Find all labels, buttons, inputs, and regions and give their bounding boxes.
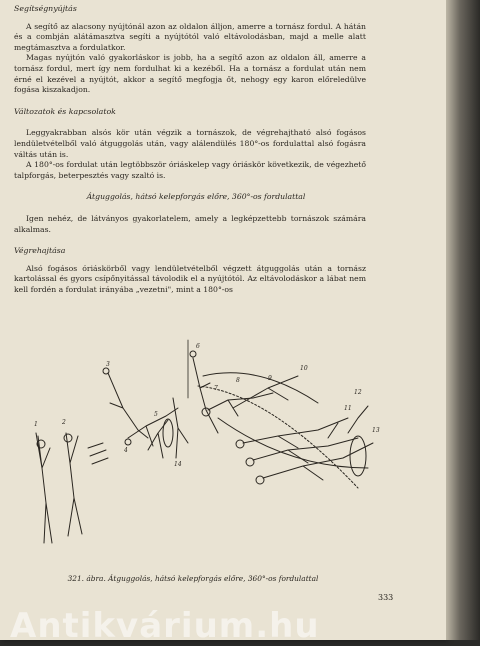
paragraph: Alsó fogásos óriáskörből vagy lendületvételből végzett átguggolás után a tornász kartolással és gyors csípőnyitással távolodik el a nyújtótól. Az eltávolodáskor a lábat nem kell fordén a fordulat irányába „vezetni", mint a 180°-os	[14, 263, 366, 294]
figure-label: 3	[106, 361, 110, 368]
figure-label: 6	[196, 343, 200, 350]
paragraph: A 180°-os fordulat után legtöbbször óriáskelep vagy óriáskör következik, de végezhető talpforgás, beterpesztés vagy szaltó is.	[14, 160, 366, 180]
section-heading-valtozatok: Változatok és kapcsolatok	[14, 106, 116, 116]
figure-label: 13	[372, 427, 380, 434]
book-spine	[446, 0, 480, 640]
figure-label: 10	[300, 365, 308, 372]
paragraph: Leggyakrabban alsós kör után végzik a tornászok, de végrehajtható alsó fogásos lendületvételből való átguggolás után, vagy alálendülés 180°-os fordulattal alsó fogásra váltás után is.	[14, 128, 366, 159]
page-number: 333	[378, 593, 394, 602]
page-text	[14, 4, 366, 295]
figure-label: 2	[62, 419, 66, 426]
figure-caption: 321. ábra. Átguggolás, hátsó kelepforgás előre, 360°-os fordulattal	[67, 574, 319, 583]
figure-label: 14	[174, 461, 182, 468]
gymnast-sequence-illustration	[28, 338, 388, 568]
paragraph: Igen nehéz, de látványos gyakorlatelem, amely a legképzettebb tornászok számára alkalmas.	[14, 213, 366, 234]
figure-label: 12	[354, 389, 362, 396]
paragraph: Magas nyújtón való gyakorláskor is jobb, ha a segítő azon az oldalon áll, amerre a tornász fordul, mert így nem fordulhat ki a kezéből. Ha a tornász a fordulat után nem érné el kezével a nyújtót, akkor a segítő megfogja őt, nehogy egy karon előreledülve fogása kiszakadjon.	[14, 53, 366, 95]
figure-label: 4	[124, 447, 128, 454]
figure-label: 8	[236, 377, 240, 384]
watermark: Antikvárium.hu	[10, 606, 320, 646]
figure-label: 5	[154, 411, 158, 418]
figure-label: 7	[214, 385, 218, 392]
figure-label: 1	[34, 421, 38, 428]
section-heading-segitsegnyujtas: Segítségnyújtás	[14, 4, 77, 13]
element-title: Átguggolás, hátsó kelepforgás előre, 360°-os fordulattal	[86, 192, 306, 202]
figure-label: 9	[268, 375, 272, 382]
figure-label: 11	[344, 405, 352, 412]
paragraph: A segítő az alacsony nyújtónál azon az oldalon álljon, amerre a tornász fordul. A hátán és a combján alátámasztva segíti a nyújtótól való eltávolodásban, majd a melle alatt megtámasztva a fordulatkor.	[14, 21, 366, 52]
section-heading-vegrehajtasa: Végrehajtása	[14, 246, 66, 256]
